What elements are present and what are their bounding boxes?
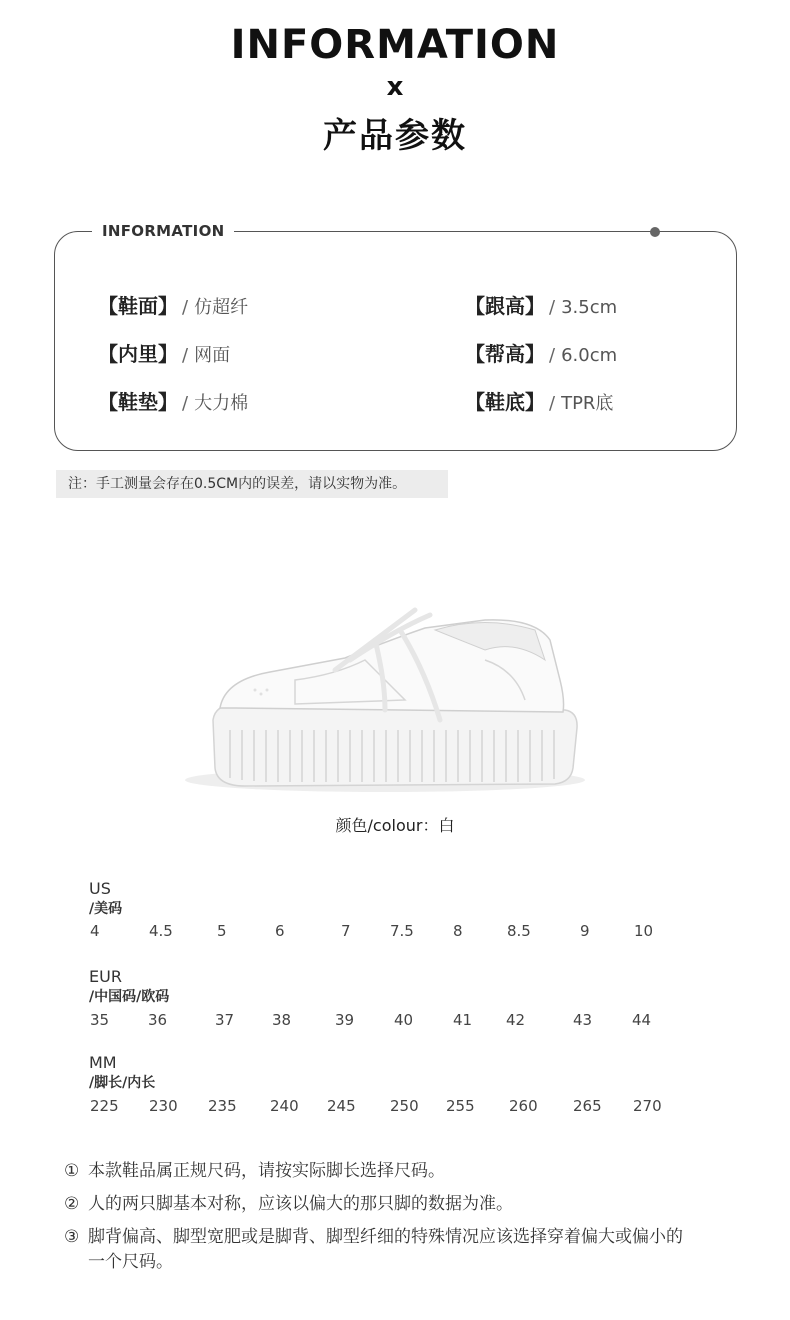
mm-size-value: 245 bbox=[327, 1097, 356, 1115]
tip-text: 脚背偏高、脚型宽肥或是脚背、脚型纤细的特殊情况应该选择穿着偏大或偏小的 bbox=[88, 1227, 683, 1247]
mm-size-subheading: /脚长/内长 bbox=[89, 1075, 156, 1091]
mm-size-value: 225 bbox=[90, 1097, 119, 1115]
info-divider bbox=[228, 231, 654, 232]
measurement-note: 注：手工测量会存在0.5CM内的误差，请以实物为准。 bbox=[56, 470, 448, 498]
spec-separator: / bbox=[182, 345, 189, 366]
info-dot-icon bbox=[650, 227, 660, 237]
us-size-heading: US bbox=[89, 879, 111, 898]
spec-separator: / bbox=[549, 393, 556, 414]
spec-value: 大力棉 bbox=[194, 393, 249, 414]
us-size-value: 8.5 bbox=[507, 922, 531, 940]
spec-shaft-height bbox=[465, 338, 617, 367]
spec-sole bbox=[465, 386, 613, 415]
tip-text: 人的两只脚基本对称，应该以偏大的那只脚的数据为准。 bbox=[88, 1194, 513, 1214]
sizing-tip-continued bbox=[64, 1250, 173, 1275]
spec-lining bbox=[98, 338, 230, 367]
mm-size-value: 230 bbox=[149, 1097, 178, 1115]
us-size-value: 5 bbox=[217, 922, 227, 940]
spec-insole bbox=[98, 386, 248, 415]
us-size-value: 6 bbox=[275, 922, 285, 940]
sizing-tip bbox=[64, 1159, 445, 1184]
eur-size-value: 36 bbox=[148, 1011, 168, 1029]
tip-number: ③ bbox=[64, 1227, 80, 1247]
us-size-value: 9 bbox=[580, 922, 590, 940]
tip-number: ② bbox=[64, 1194, 80, 1214]
eur-size-value: 38 bbox=[272, 1011, 292, 1029]
us-size-value: 7.5 bbox=[390, 922, 414, 940]
us-size-value: 10 bbox=[634, 922, 654, 940]
us-size-value: 4.5 bbox=[149, 922, 173, 940]
us-size-value: 4 bbox=[90, 922, 100, 940]
title-separator: x bbox=[386, 72, 404, 102]
spec-key: 【鞋垫】 bbox=[98, 390, 178, 414]
eur-size-value: 40 bbox=[394, 1011, 414, 1029]
tip-text: 一个尺码。 bbox=[88, 1252, 173, 1272]
spec-separator: / bbox=[182, 297, 189, 318]
spec-value: TPR底 bbox=[561, 393, 614, 414]
color-label: 颜色/colour：白 bbox=[335, 816, 455, 835]
spec-separator: / bbox=[182, 393, 189, 414]
mm-size-value: 235 bbox=[208, 1097, 237, 1115]
mm-size-value: 260 bbox=[509, 1097, 538, 1115]
mm-size-heading: MM bbox=[89, 1053, 117, 1072]
spec-key: 【帮高】 bbox=[465, 342, 545, 366]
spec-separator: / bbox=[549, 345, 556, 366]
us-size-value: 8 bbox=[453, 922, 463, 940]
eur-size-heading: EUR bbox=[89, 967, 122, 986]
mm-size-value: 240 bbox=[270, 1097, 299, 1115]
mm-size-value: 255 bbox=[446, 1097, 475, 1115]
mm-size-value: 250 bbox=[390, 1097, 419, 1115]
spec-key: 【内里】 bbox=[98, 342, 178, 366]
spec-value: 网面 bbox=[194, 345, 231, 366]
tip-text: 本款鞋品属正规尺码，请按实际脚长选择尺码。 bbox=[88, 1161, 445, 1181]
eur-size-value: 37 bbox=[215, 1011, 235, 1029]
eur-size-value: 39 bbox=[335, 1011, 355, 1029]
spec-key: 【鞋面】 bbox=[98, 294, 178, 318]
page-title: INFORMATION bbox=[230, 22, 560, 68]
spec-key: 【鞋底】 bbox=[465, 390, 545, 414]
spec-value: 3.5cm bbox=[561, 297, 618, 318]
mm-size-value: 265 bbox=[573, 1097, 602, 1115]
eur-size-value: 43 bbox=[573, 1011, 593, 1029]
info-label: INFORMATION bbox=[92, 222, 234, 240]
sneaker-image bbox=[185, 600, 585, 800]
spec-value: 仿超纤 bbox=[194, 297, 249, 318]
page-subtitle: 产品参数 bbox=[323, 116, 467, 156]
eur-size-value: 35 bbox=[90, 1011, 110, 1029]
mm-size-value: 270 bbox=[633, 1097, 662, 1115]
sizing-tip bbox=[64, 1192, 513, 1217]
eur-size-subheading: /中国码/欧码 bbox=[89, 989, 170, 1005]
spec-value: 6.0cm bbox=[561, 345, 618, 366]
eur-size-value: 41 bbox=[453, 1011, 473, 1029]
sizing-tip bbox=[64, 1225, 683, 1250]
spec-separator: / bbox=[549, 297, 556, 318]
spec-upper bbox=[98, 290, 248, 319]
us-size-value: 7 bbox=[341, 922, 351, 940]
us-size-subheading: /美码 bbox=[89, 901, 123, 917]
eur-size-value: 42 bbox=[506, 1011, 526, 1029]
spec-heel-height bbox=[465, 290, 617, 319]
spec-key: 【跟高】 bbox=[465, 294, 545, 318]
eur-size-value: 44 bbox=[632, 1011, 652, 1029]
tip-number: ① bbox=[64, 1161, 80, 1181]
